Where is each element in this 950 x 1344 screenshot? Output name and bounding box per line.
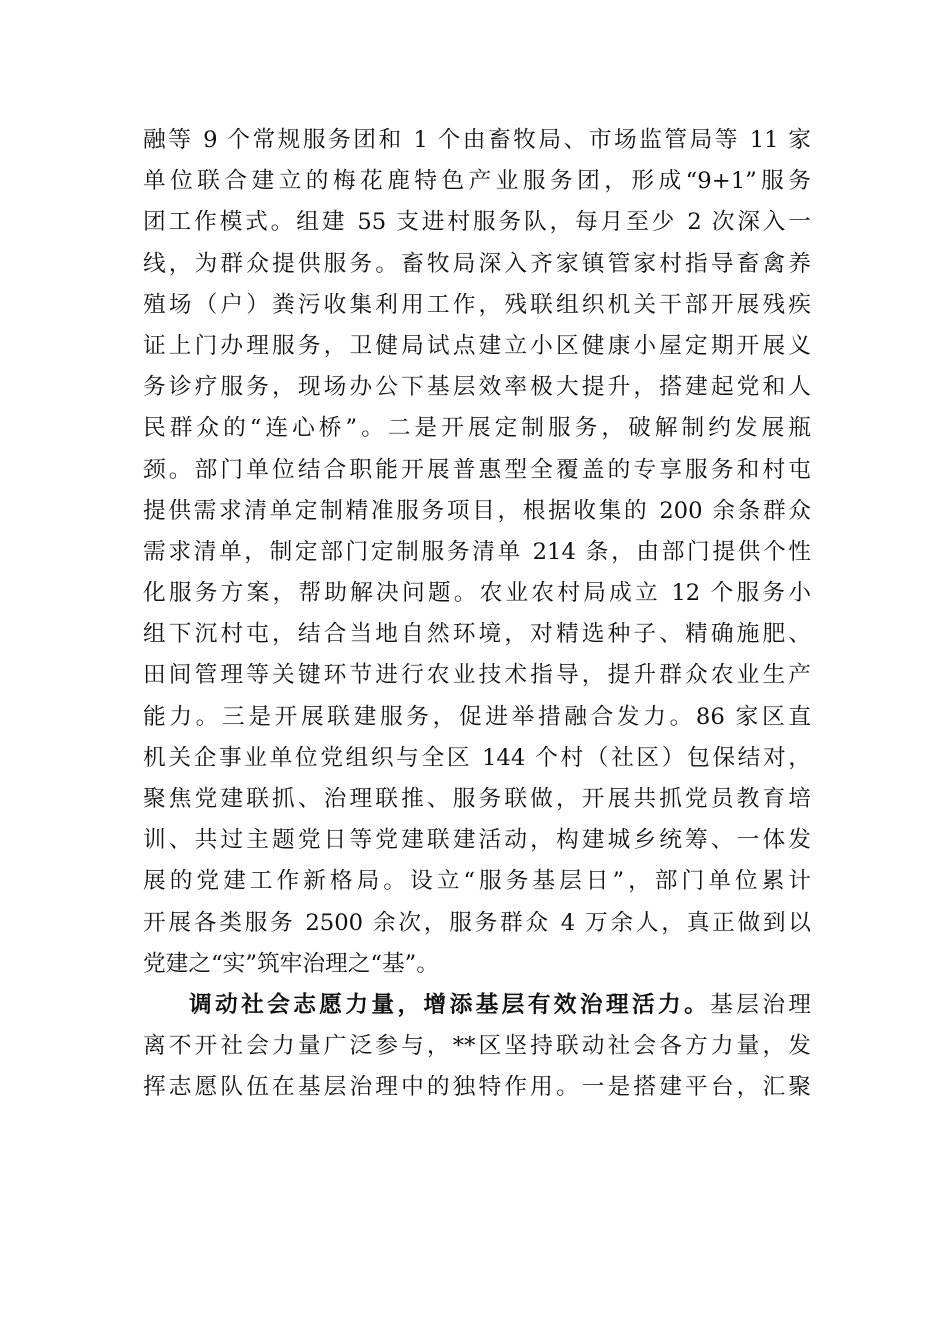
text-line: 务诊疗服务，现场办公下基层效率极大提升，搭建起党和人 bbox=[143, 374, 811, 401]
text-line: 聚焦党建联抓、治理联推、服务联做，开展共抓党员教育培 bbox=[143, 786, 811, 812]
text-line: 训、共过主题党日等党建联建活动，构建城乡统筹、一体发 bbox=[143, 827, 811, 854]
text-line: 线，为群众提供服务。畜牧局深入齐家镇管家村指导畜禽养 bbox=[143, 250, 811, 277]
text-line: 开展各类服务 2500 余次，服务群众 4 万余人，真正做到以 bbox=[143, 909, 811, 936]
text-line: 展的党建工作新格局。设立“服务基层日”，部门单位累计 bbox=[143, 868, 811, 895]
text-line: 殖场（户）粪污收集利用工作，残联组织机关干部开展残疾 bbox=[143, 291, 811, 318]
text-line-first bbox=[143, 985, 811, 1026]
text-line: 化服务方案，帮助解决问题。农业农村局成立 12 个服务小 bbox=[143, 580, 811, 607]
text-line: 机关企事业单位党组织与全区 144 个村（社区）包保结对， bbox=[143, 744, 811, 771]
text-line: 党建之“实”筑牢治理之“基”。 bbox=[143, 950, 439, 977]
text-line: 需求清单，制定部门定制服务清单 214 条，由部门提供个性 bbox=[143, 538, 811, 565]
paragraph-services bbox=[143, 120, 811, 985]
text-line: 离不开社会力量广泛参与，**区坚持联动社会各方力量，发 bbox=[143, 1033, 811, 1060]
heading-continuation: 基层治理 bbox=[710, 991, 811, 1018]
text-line: 融等 9 个常规服务团和 1 个由畜牧局、市场监管局等 11 家 bbox=[143, 127, 811, 153]
text-line: 团工作模式。组建 55 支进村服务队，每月至少 2 次深入一 bbox=[143, 209, 811, 236]
text-line: 提供需求清单定制精准服务项目，根据收集的 200 余条群众 bbox=[143, 497, 811, 524]
text-line: 田间管理等关键环节进行农业技术指导，提升群众农业生产 bbox=[143, 662, 811, 689]
text-line: 能力。三是开展联建服务，促进举措融合发力。86 家区直 bbox=[143, 703, 811, 730]
text-line: 民群众的“连心桥”。二是开展定制服务，破解制约发展瓶 bbox=[143, 415, 811, 442]
text-line: 单位联合建立的梅花鹿特色产业服务团，形成“9+1”服务 bbox=[143, 168, 811, 195]
text-line: 颈。部门单位结合职能开展普惠型全覆盖的专享服务和村屯 bbox=[143, 456, 811, 483]
text-line: 证上门办理服务，卫健局试点建立小区健康小屋定期开展义 bbox=[143, 332, 811, 359]
section-heading: 调动社会志愿力量，增添基层有效治理活力。 bbox=[189, 991, 711, 1018]
document-page bbox=[143, 120, 811, 1210]
text-line: 挥志愿队伍在基层治理中的独特作用。一是搭建平台，汇聚 bbox=[143, 1074, 811, 1101]
text-line: 组下沉村屯，结合当地自然环境，对精选种子、精确施肥、 bbox=[143, 621, 811, 648]
paragraph-volunteers bbox=[143, 985, 811, 1109]
